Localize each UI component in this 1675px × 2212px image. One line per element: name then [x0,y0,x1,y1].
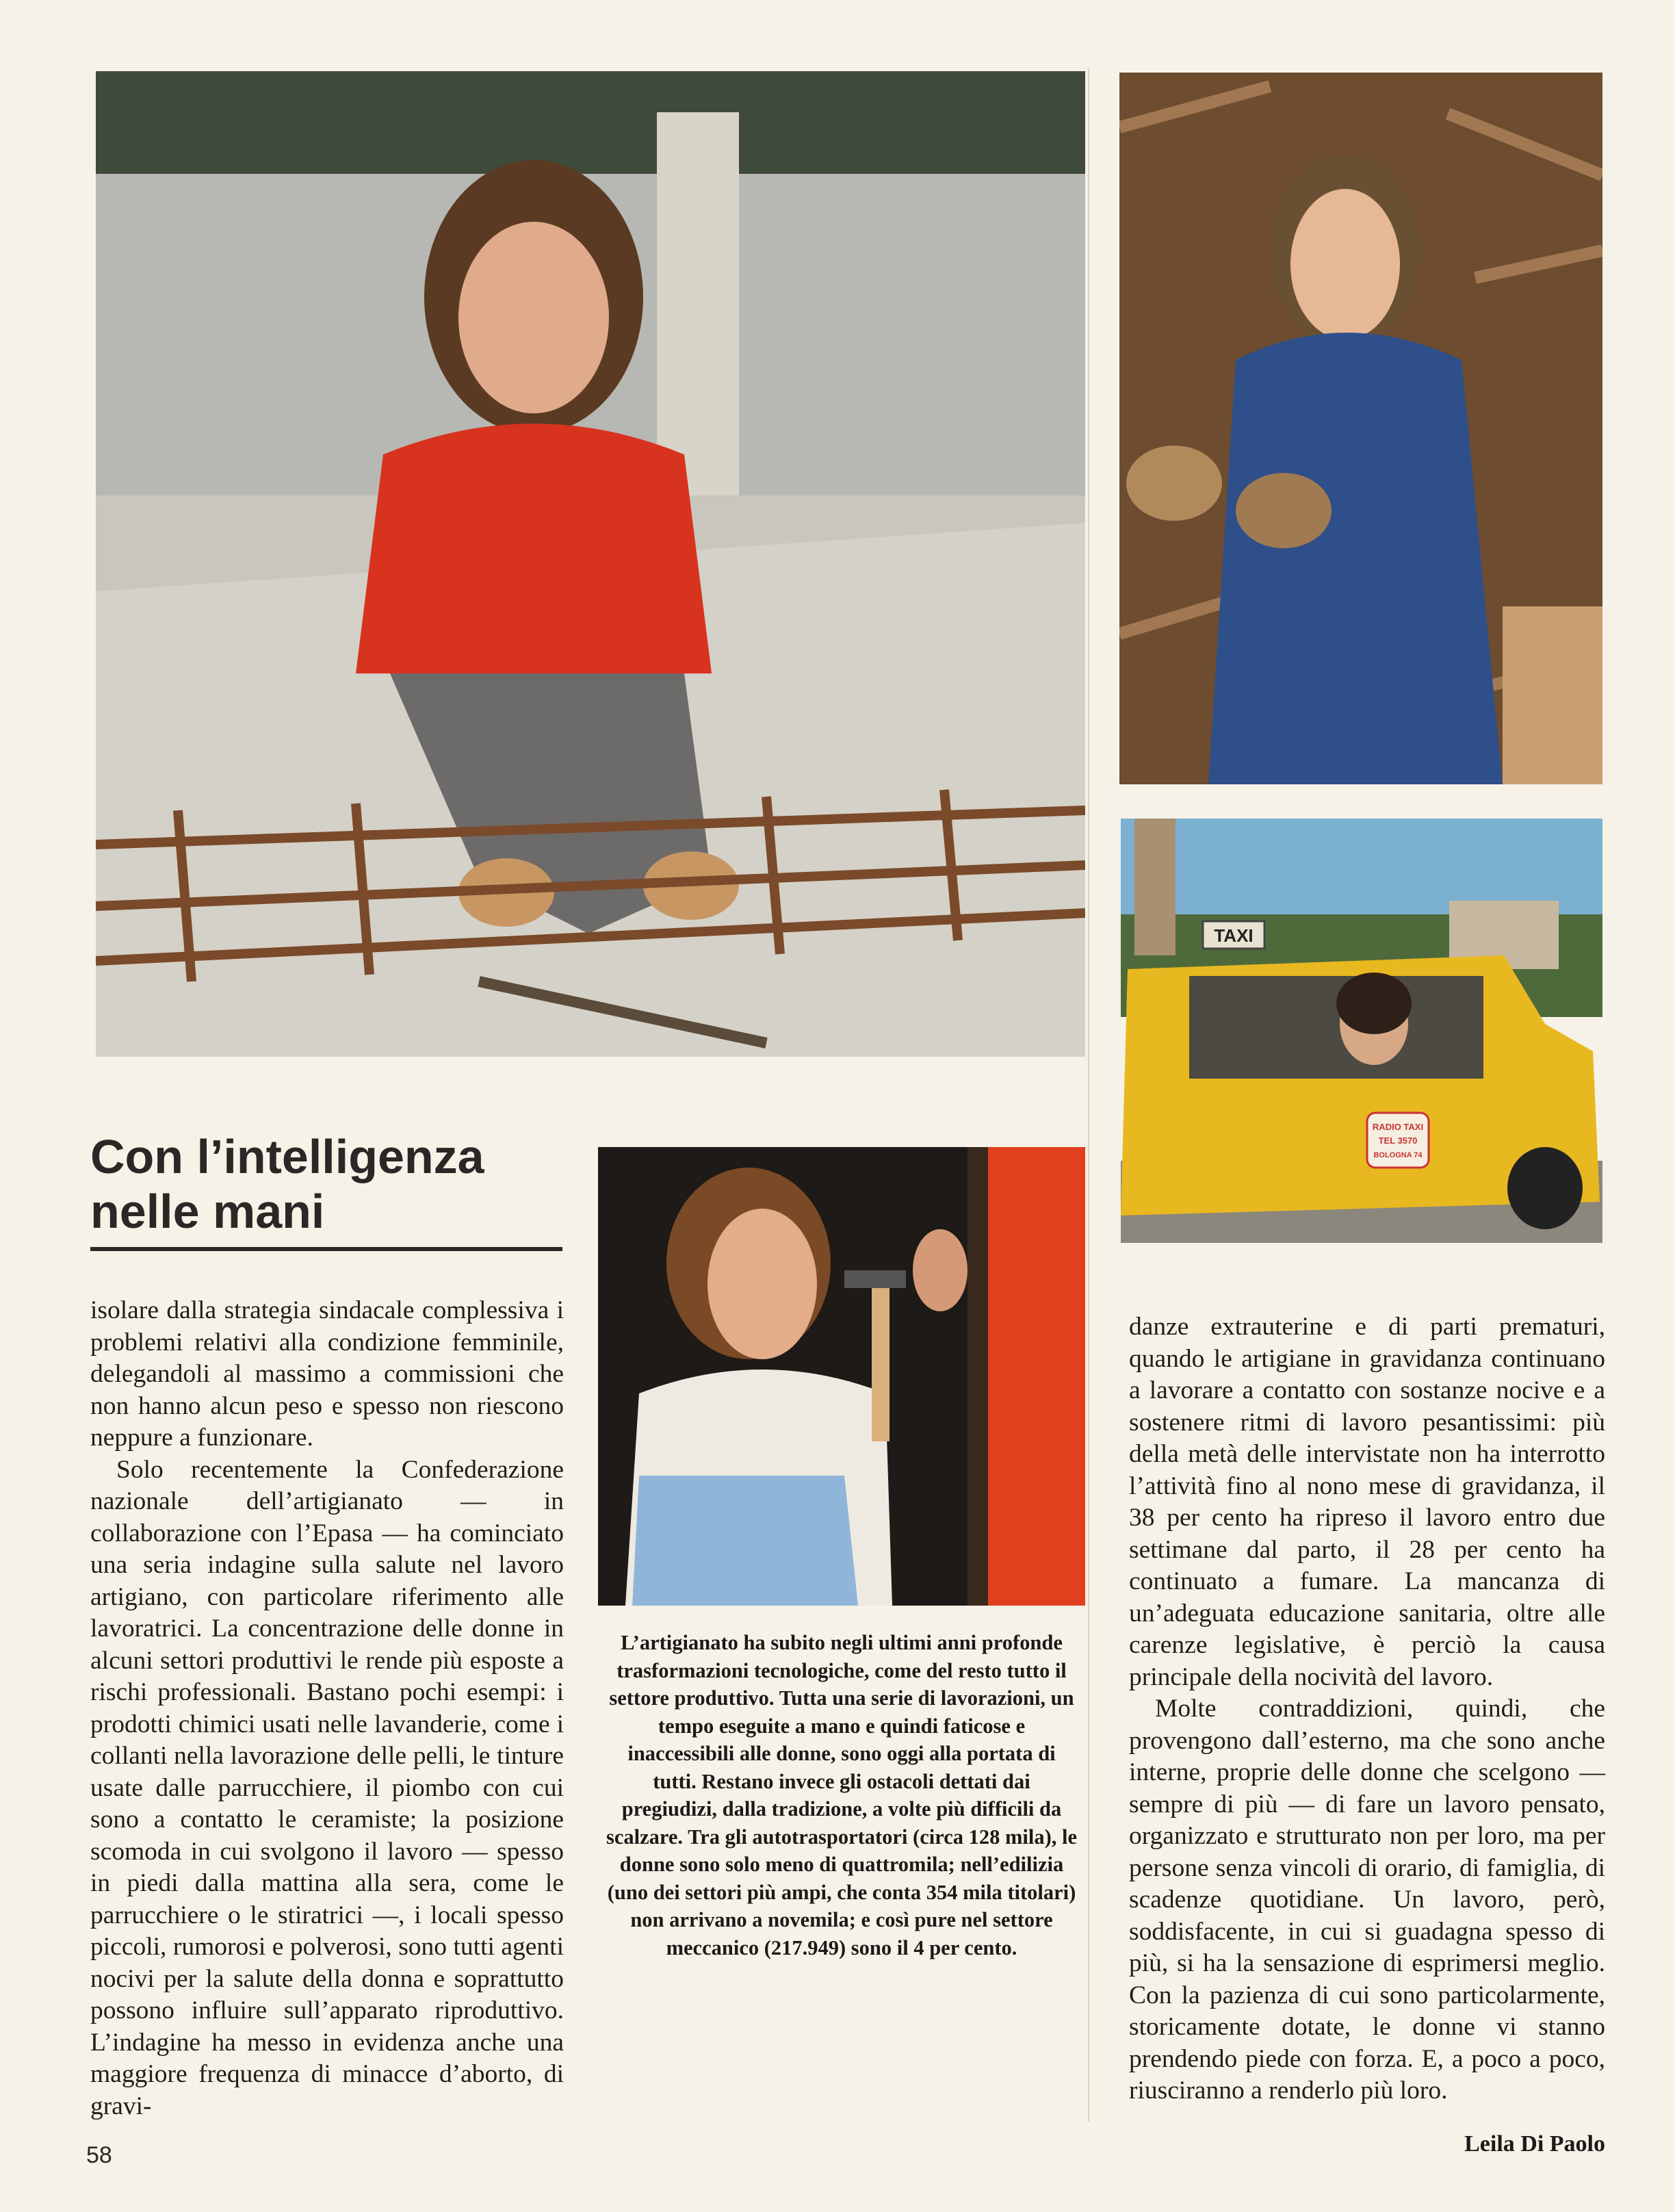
photo-rebar-worker [96,71,1085,1057]
article-column-left [90,1295,564,2122]
paragraph: danze extrauterine e di parti prematuri, quando le artigiane in gravidanza continuano a lavorare a contatto con sostanze nocive e a sostenere ritmi di lavoro pesantissimi: più della metà delle intervistate non ha interrotto l’attività fino al nono mese di gravidanza, il 38 per cento ha ripreso il lavoro entro due settimane dal parto, il 28 per cento ha continuato a fumare. La mancanza di un’adeguata educazione sanitaria, oltre alle carenze legislative, è perciò la causa principale della nocività del lavoro. [1129,1313,1605,1691]
door-logo-line1: RADIO TAXI [1372,1122,1424,1132]
photo-taxi-driver [1121,819,1602,1243]
title-line-1: Con l’intelligenza [90,1130,484,1183]
article-title [90,1129,569,1239]
door-logo-line2: TEL 3570 [1378,1135,1418,1146]
title-rule [90,1247,562,1251]
title-line-2: nelle mani [90,1185,325,1238]
photo-carpenter-worker [1119,73,1602,784]
paragraph: isolare dalla strategia sindacale complessiva i problemi relativi alla condizione femminile, delegandoli al massimo a commissioni che non hanno alcun peso e spesso non riescono neppure a funzionare. [90,1296,564,1452]
paragraph: Solo recentemente la Confederazione nazionale dell’artigianato — in collaborazione con l’Epasa — ha cominciato una seria indagine sulla salute nel lavoro artigiano, con particolare riferimento alle lavoratrici. La concentrazione delle donne in alcuni settori produttivi le rende più esposte a rischi professionali. Bastano pochi esempi: i prodotti chimici usati nelle lavanderie, come i collanti nella lavorazione delle pelli, le tinture usate dalle parrucchiere, il piombo con cui sono a contatto le ceramiste; la posizione scomoda in cui svolgono il lavoro — spesso in piedi dalla mattina alla sera, come le parrucchiere o le stiratrici —, i locali spesso piccoli, rumorosi e polverosi, sono tutti agenti nocivi per la salute della donna e soprattutto possono influire sull’apparato riproduttivo. L’indagine ha messo in evidenza anche una maggiore frequenza di minacce d’aborto, di gravi- [90,1455,564,2120]
article-column-right [1129,1311,1605,2107]
door-logo-line3: BOLOGNA 74 [1373,1151,1423,1159]
column-divider [1088,68,1089,2122]
photo-caption: L’artigianato ha subito negli ultimi anni profonde trasformazioni tecnologiche, come del resto tutto il settore produttivo. Tutta una serie di lavorazioni, un tempo eseguite a mano e quindi faticose e inaccessibili alle donne, sono oggi alla portata di tutti. Restano invece gli ostacoli dettati dai pregiudizi, dalla tradizione, a volte più difficili da scalzare. Tra gli autotrasportatori (circa 128 mila), le donne sono solo meno di quattromila; nell’edilizia (uno dei settori più ampi, che conta 354 mila titolari) non arrivano a novemila; e così pure nel settore meccanico (217.949) sono il 4 per cento. [606,1631,1078,1959]
photo-hammer-worker [598,1147,1085,1606]
paragraph: Molte contraddizioni, quindi, che provengono dall’esterno, ma che sono anche interne, proprie delle donne che scelgono — sempre di più — di fare un lavoro pensato, organizzato e strutturato non per loro, ma per persone senza vincoli di orario, di famiglia, di scadenze quotidiane. Un lavoro, però, soddisfacente, in cui si guadagna spesso di più, si ha la sensazione di esprimersi meglio. Con la pazienza di cui sono particolarmente, storicamente dotate, le donne vi stanno prendendo piede con forza. E, a poco a poco, riusciranno a renderlo più loro. [1129,1695,1605,2105]
taxi-roof-sign: TAXI [1214,925,1254,946]
author-byline: Leila Di Paolo [1464,2131,1605,2157]
page-number: 58 [86,2142,112,2168]
